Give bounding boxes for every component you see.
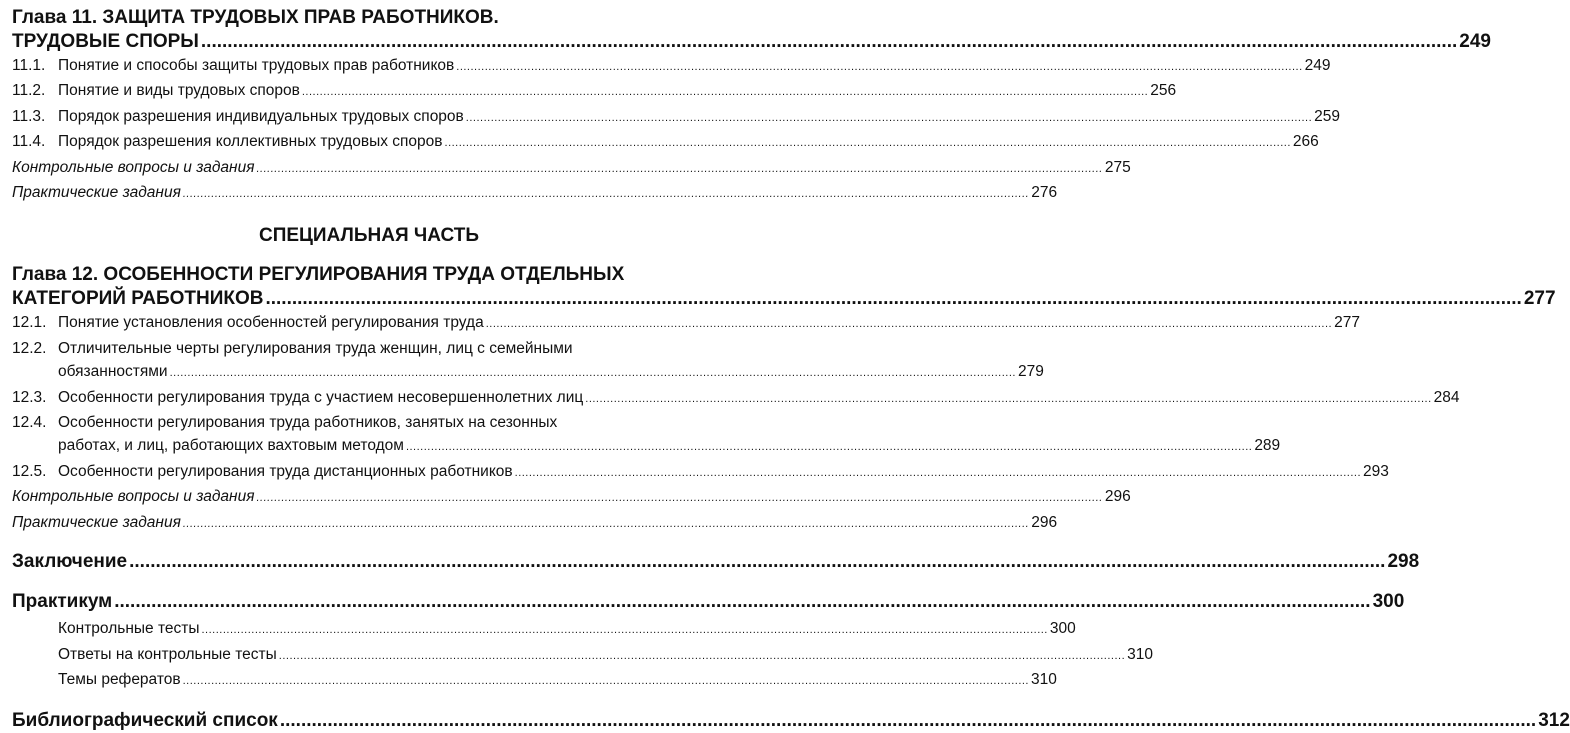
toc-entry-11-1[interactable] bbox=[12, 54, 1331, 79]
toc-entry-practical[interactable] bbox=[12, 181, 1058, 206]
toc-entry-practicum[interactable] bbox=[12, 590, 1405, 614]
entry-title: Практические задания bbox=[12, 513, 181, 531]
leader-dots bbox=[279, 645, 1125, 668]
section-title-line1: Особенности регулирования труда работников, занятых на сезонных bbox=[58, 414, 558, 432]
entry-title: Заключение bbox=[12, 551, 128, 573]
chapter-title-line1: Глава 12. ОСОБЕННОСТИ РЕГУЛИРОВАНИЯ ТРУДА ОТДЕЛЬНЫХ bbox=[12, 264, 625, 286]
section-title: Особенности регулирования труда дистанционных работников bbox=[58, 462, 513, 480]
chapter-11-heading[interactable] bbox=[12, 6, 1491, 54]
entry-title: Ответы на контрольные тесты bbox=[58, 645, 277, 663]
entry-title: Контрольные вопросы и задания bbox=[12, 488, 255, 506]
entry-title: Темы рефератов bbox=[58, 670, 181, 688]
page-number: 256 bbox=[1150, 82, 1177, 100]
toc-entry-conclusion[interactable] bbox=[12, 550, 1420, 574]
leader-dots bbox=[183, 670, 1029, 693]
leader-dots bbox=[280, 709, 1536, 733]
section-title-line2: работах, и лиц, работающих вахтовым методом bbox=[58, 437, 404, 455]
toc-entry-12-1[interactable] bbox=[12, 311, 1360, 336]
toc-entry-12-3[interactable] bbox=[12, 386, 1460, 411]
leader-dots bbox=[515, 462, 1361, 485]
page-number: 284 bbox=[1433, 388, 1460, 406]
toc-entry-11-3[interactable] bbox=[12, 105, 1341, 130]
toc-entry-11-2[interactable] bbox=[12, 79, 1177, 104]
section-title-line1: Отличительные черты регулирования труда женщин, лиц с семейными bbox=[58, 339, 573, 357]
leader-dots bbox=[445, 132, 1291, 155]
leader-dots bbox=[201, 30, 1457, 54]
section-title: Особенности регулирования труда с участием несовершеннолетних лиц bbox=[58, 388, 584, 406]
section-number: 11.4. bbox=[12, 133, 46, 151]
section-title: Понятие установления особенностей регулирования труда bbox=[58, 314, 484, 332]
section-number: 11.2. bbox=[12, 82, 46, 100]
entry-title: Практикум bbox=[12, 591, 113, 613]
leader-dots bbox=[114, 590, 1370, 614]
chapter-12-heading[interactable] bbox=[12, 263, 1556, 311]
toc-entry-tests[interactable] bbox=[58, 617, 1076, 642]
toc-entry-bibliography[interactable] bbox=[12, 709, 1570, 733]
table-of-contents bbox=[12, 6, 1570, 733]
section-number: 11.3. bbox=[12, 107, 46, 125]
leader-dots bbox=[129, 550, 1385, 574]
toc-entry-practical[interactable] bbox=[12, 511, 1058, 536]
toc-entry-11-4[interactable] bbox=[12, 130, 1319, 155]
page-number: 310 bbox=[1127, 645, 1154, 663]
entry-title: Библиографический список bbox=[12, 710, 278, 732]
section-title-line2: обязанностями bbox=[58, 363, 168, 381]
leader-dots bbox=[183, 183, 1029, 206]
toc-entry-12-5[interactable] bbox=[12, 460, 1389, 485]
page-number: 249 bbox=[1304, 57, 1331, 74]
section-title: Порядок разрешения индивидуальных трудовых споров bbox=[58, 107, 464, 125]
page-number: 293 bbox=[1363, 462, 1389, 480]
leader-dots bbox=[265, 287, 1521, 311]
page-number: 277 bbox=[1523, 288, 1556, 310]
leader-dots bbox=[456, 56, 1302, 79]
section-title: Порядок разрешения коллективных трудовых споров bbox=[58, 133, 443, 151]
section-number: 12.4. bbox=[12, 414, 47, 432]
chapter-title-line2: ТРУДОВЫЕ СПОРЫ bbox=[12, 31, 199, 52]
toc-entry-questions[interactable] bbox=[12, 485, 1131, 510]
page-number: 275 bbox=[1104, 158, 1131, 176]
page-number: 249 bbox=[1459, 31, 1491, 52]
entry-title: Практические задания bbox=[12, 184, 181, 202]
toc-entry-questions[interactable] bbox=[12, 156, 1131, 181]
page-number: 312 bbox=[1538, 710, 1570, 732]
chapter-title-line2: КАТЕГОРИЙ РАБОТНИКОВ bbox=[12, 288, 264, 310]
leader-dots bbox=[183, 513, 1029, 536]
section-number: 12.2. bbox=[12, 339, 47, 357]
toc-entry-essay-topics[interactable] bbox=[58, 668, 1057, 693]
leader-dots bbox=[256, 158, 1102, 181]
page-number: 300 bbox=[1049, 620, 1076, 638]
leader-dots bbox=[202, 619, 1048, 642]
page-number: 276 bbox=[1031, 184, 1058, 202]
page-number: 277 bbox=[1334, 314, 1360, 332]
entry-title: Контрольные вопросы и задания bbox=[12, 158, 255, 176]
page-number: 289 bbox=[1254, 437, 1281, 455]
section-number: 12.1. bbox=[12, 314, 47, 332]
leader-dots bbox=[585, 388, 1431, 411]
page-number: 298 bbox=[1387, 551, 1420, 573]
toc-entry-12-4[interactable] bbox=[12, 411, 1281, 460]
page-number: 310 bbox=[1031, 670, 1057, 688]
leader-dots bbox=[406, 436, 1252, 459]
leader-dots bbox=[302, 81, 1148, 104]
page-number: 266 bbox=[1292, 133, 1319, 151]
page-number: 279 bbox=[1017, 363, 1044, 381]
section-title: Понятие и способы защиты трудовых прав работников bbox=[58, 57, 455, 74]
entry-title: Контрольные тесты bbox=[58, 620, 200, 638]
page-number: 296 bbox=[1031, 513, 1058, 531]
chapter-title-line1: Глава 11. ЗАЩИТА ТРУДОВЫХ ПРАВ РАБОТНИКОВ. bbox=[12, 7, 499, 28]
page-number: 296 bbox=[1104, 488, 1131, 506]
section-number: 11.1. bbox=[12, 57, 46, 74]
toc-entry-test-answers[interactable] bbox=[58, 643, 1154, 668]
leader-dots bbox=[486, 313, 1332, 336]
section-title: Понятие и виды трудовых споров bbox=[58, 82, 300, 100]
section-number: 12.3. bbox=[12, 388, 47, 406]
toc-entry-12-2[interactable] bbox=[12, 337, 1044, 386]
page-number: 300 bbox=[1372, 591, 1405, 613]
leader-dots bbox=[256, 487, 1102, 510]
leader-dots bbox=[170, 362, 1016, 385]
section-number: 12.5. bbox=[12, 462, 47, 480]
leader-dots bbox=[466, 107, 1312, 130]
part-title: СПЕЦИАЛЬНАЯ ЧАСТЬ bbox=[258, 225, 479, 247]
page-number: 259 bbox=[1314, 107, 1341, 125]
